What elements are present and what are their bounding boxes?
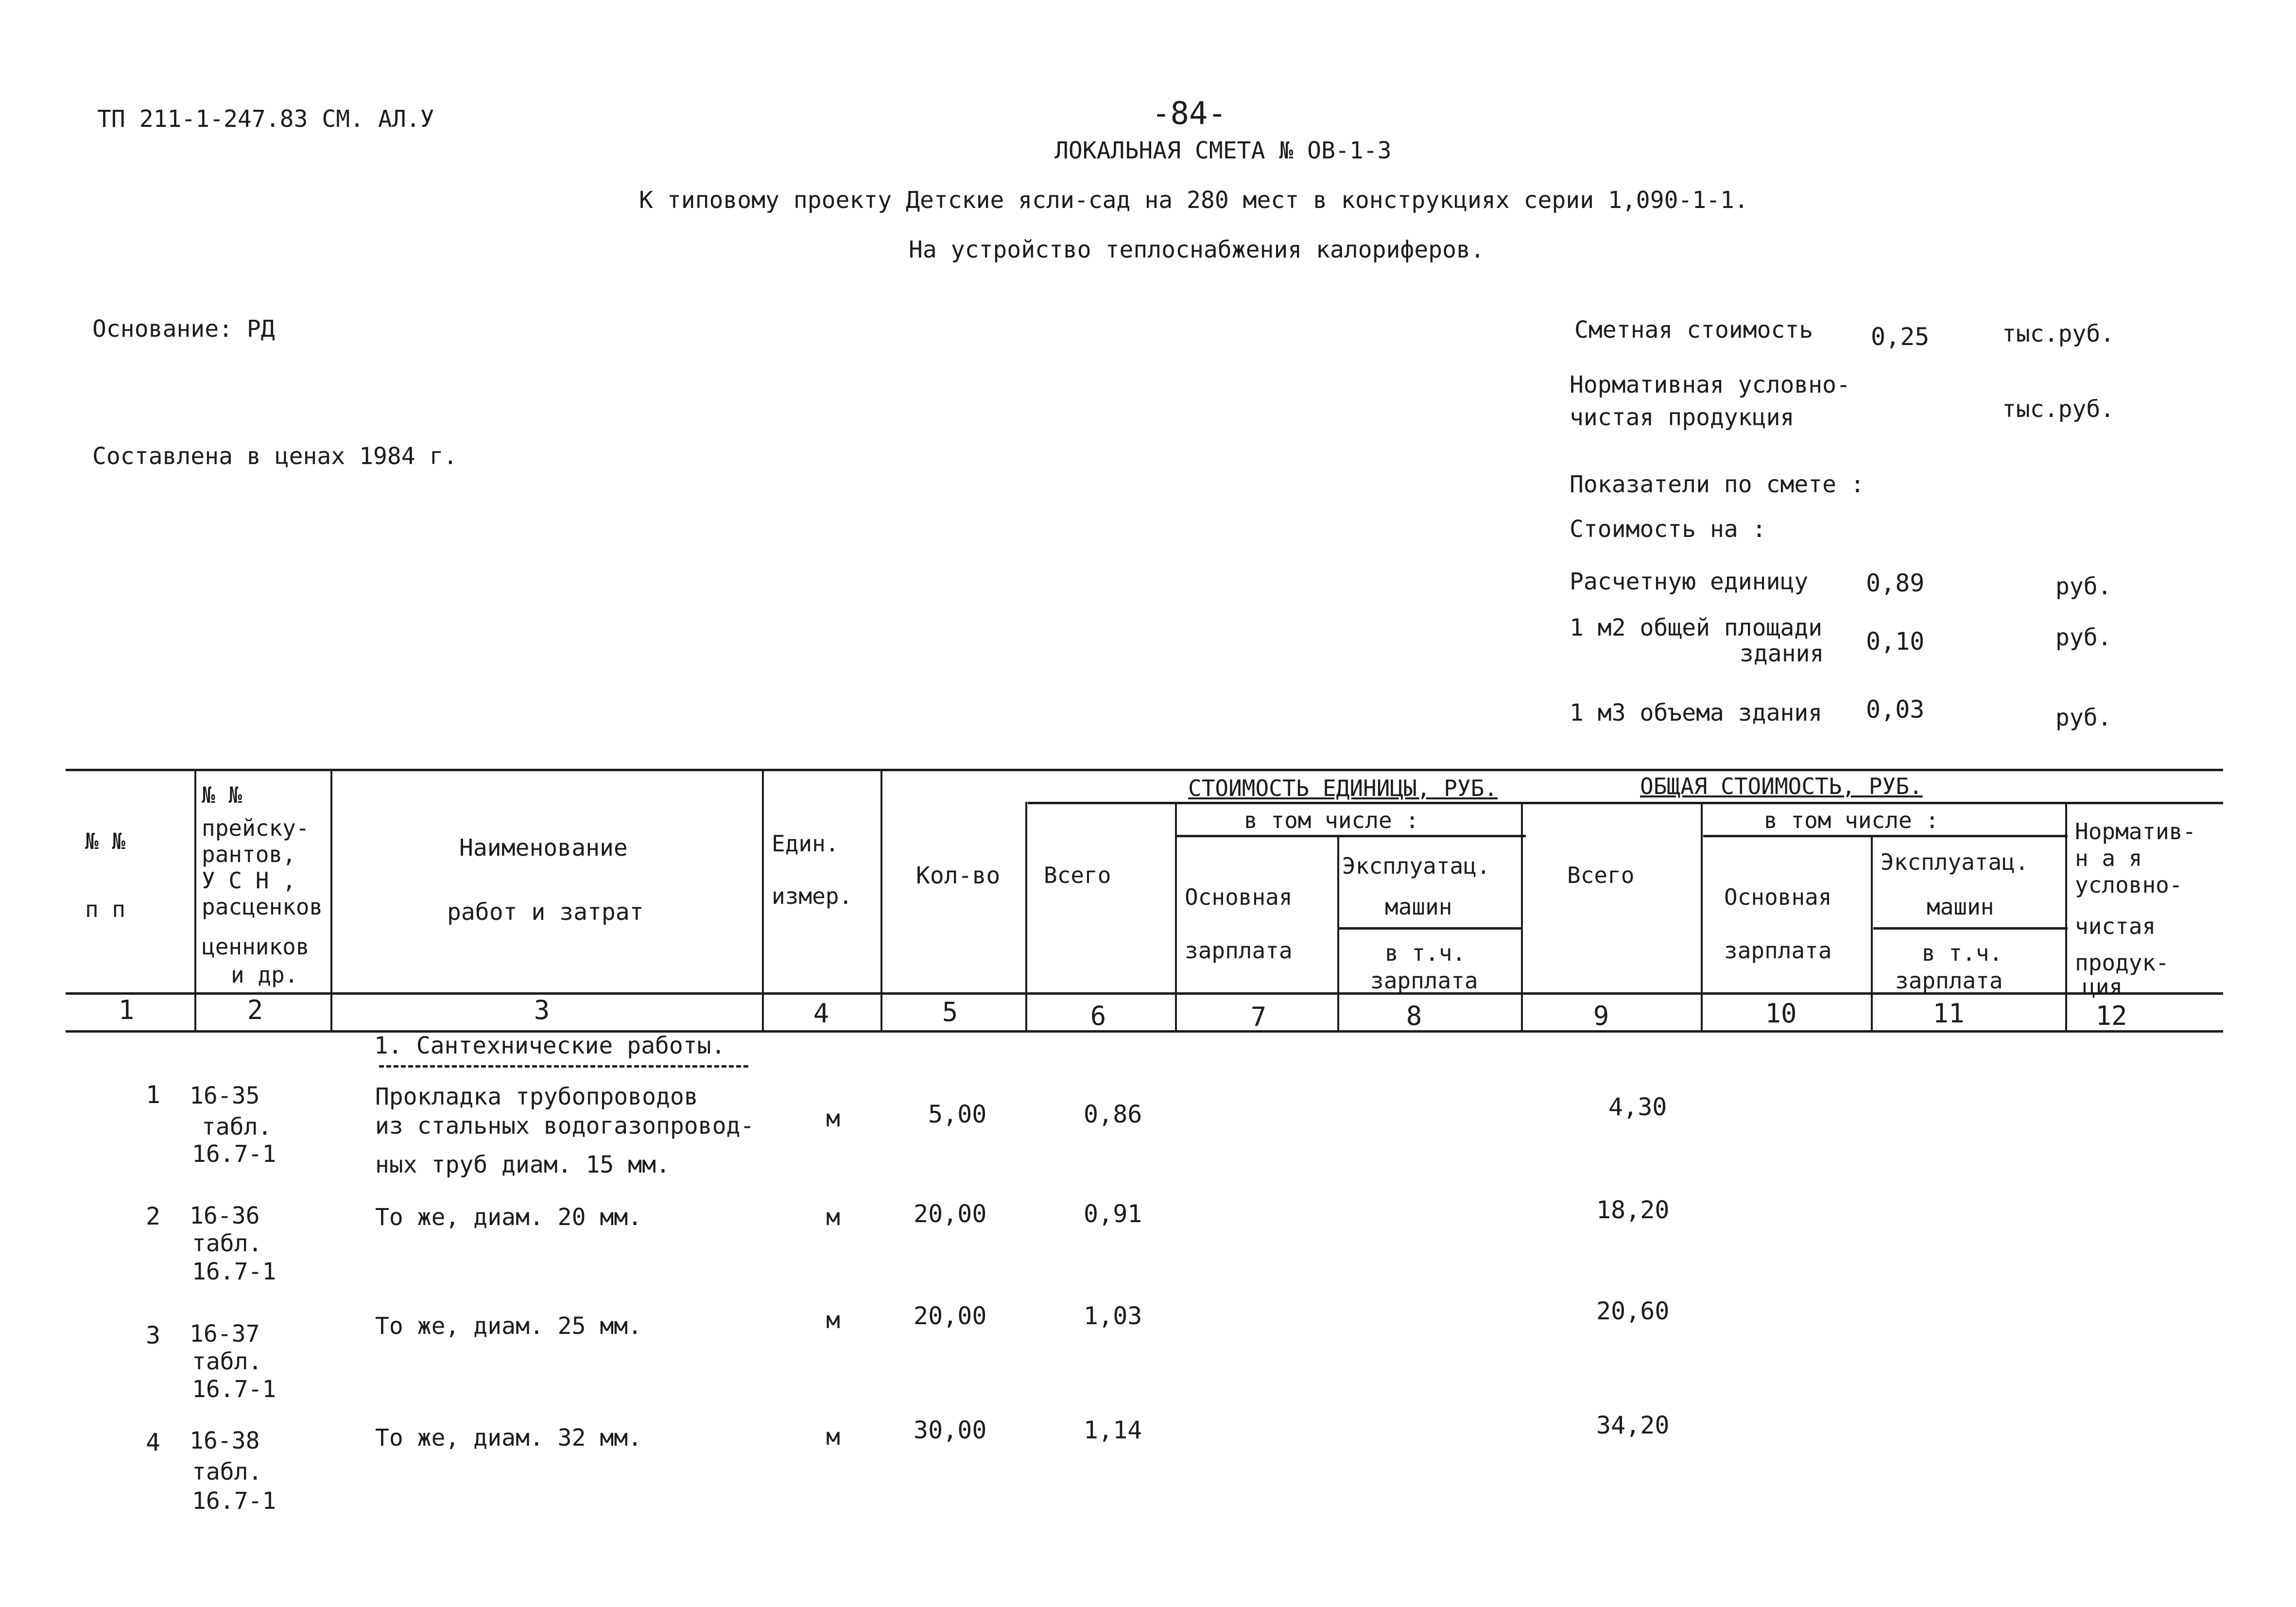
header-total-machines-a: Эксплуатац. bbox=[1881, 849, 2029, 875]
header-col5: Кол-во bbox=[916, 862, 1001, 889]
header-col2-line: ценников bbox=[202, 933, 310, 960]
table-col-divider bbox=[194, 769, 196, 1030]
header-col4-b: измер. bbox=[772, 883, 853, 909]
table-col-divider bbox=[1521, 802, 1523, 1030]
section-title: 1. Сантехнические работы. bbox=[374, 1032, 725, 1059]
indicators-label: Показатели по смете : bbox=[1570, 471, 1864, 498]
header-col2-line: рантов, bbox=[202, 841, 296, 867]
header-col2-line: У С Н , bbox=[202, 867, 296, 894]
table-col-divider bbox=[2065, 802, 2067, 1030]
header-col4-a: Един. bbox=[772, 830, 839, 857]
row-name-line: То же, диам. 32 мм. bbox=[375, 1424, 642, 1451]
row-number: 3 bbox=[146, 1321, 161, 1349]
header-unit-machines-a: Эксплуатац. bbox=[1342, 853, 1490, 879]
column-number: 5 bbox=[942, 997, 958, 1027]
row-name-line: из стальных водогазопровод- bbox=[375, 1112, 755, 1140]
row-total: 20,60 bbox=[1596, 1297, 1670, 1325]
estimated-cost-label: Сметная стоимость bbox=[1574, 316, 1813, 344]
header-including-total: в том числе : bbox=[1764, 807, 1939, 833]
prices-year-line: Составлена в ценах 1984 г. bbox=[92, 443, 458, 470]
row-code-line: 16-37 bbox=[190, 1320, 260, 1348]
per-unit-value: 0,89 bbox=[1866, 569, 1925, 597]
header-total-incl-salary-b: зарплата bbox=[1895, 968, 2003, 994]
row-number: 4 bbox=[146, 1428, 161, 1456]
document-title: ЛОКАЛЬНАЯ СМЕТА № ОВ-1-3 bbox=[1054, 137, 1392, 164]
row-name-line: ных труб диам. 15 мм. bbox=[375, 1151, 670, 1178]
row-name-line: То же, диам. 25 мм. bbox=[375, 1313, 642, 1340]
table-subheader-line-2 bbox=[1703, 835, 2068, 837]
row-code-line: табл. bbox=[202, 1113, 272, 1140]
row-name-line: Прокладка трубопроводов bbox=[375, 1083, 698, 1110]
page-number: -84- bbox=[1152, 96, 1227, 132]
cost-per-label: Стоимость на : bbox=[1570, 516, 1766, 543]
table-col-divider bbox=[880, 769, 882, 1030]
per-m2-value: 0,10 bbox=[1866, 627, 1925, 656]
header-including-unit: в том числе : bbox=[1244, 807, 1419, 833]
header-unit-total: Всего bbox=[1044, 862, 1111, 888]
column-number: 2 bbox=[247, 995, 263, 1025]
column-number: 6 bbox=[1090, 1001, 1106, 1031]
row-total: 18,20 bbox=[1596, 1196, 1670, 1224]
row-quantity: 30,00 bbox=[914, 1416, 987, 1444]
table-col-divider bbox=[762, 769, 764, 1030]
header-unit-salary-a: Основная bbox=[1185, 884, 1293, 910]
row-unit: м bbox=[826, 1423, 840, 1451]
header-col2-line: и др. bbox=[231, 962, 298, 988]
row-quantity: 20,00 bbox=[914, 1200, 987, 1228]
column-number: 12 bbox=[2095, 1001, 2127, 1031]
row-code-line: 16-36 bbox=[190, 1202, 260, 1229]
per-m3-label: 1 м3 объема здания bbox=[1570, 699, 1823, 726]
header-col12-line: ция bbox=[2082, 974, 2123, 1000]
per-unit-label: Расчетную единицу bbox=[1570, 568, 1809, 595]
estimated-cost-value: 0,25 bbox=[1871, 323, 1930, 351]
purpose-subtitle: На устройство теплоснабжения калориферов. bbox=[909, 236, 1485, 263]
basis-line: Основание: РД bbox=[92, 315, 275, 343]
row-code-line: табл. bbox=[192, 1458, 262, 1486]
row-code-line: 16.7-1 bbox=[192, 1140, 276, 1168]
header-col2-line: расценков bbox=[202, 894, 323, 920]
per-m3-unit: руб. bbox=[2055, 704, 2112, 731]
header-col2-line: № № bbox=[202, 782, 242, 808]
table-subheader-line-3 bbox=[1339, 927, 1521, 930]
row-code-line: 16-35 bbox=[190, 1082, 260, 1109]
row-unit-total: 1,14 bbox=[1084, 1416, 1142, 1444]
table-col-divider bbox=[330, 769, 332, 1030]
row-unit: м bbox=[826, 1204, 840, 1231]
table-col-divider bbox=[1337, 835, 1339, 1030]
column-number: 3 bbox=[534, 995, 550, 1025]
column-number: 10 bbox=[1765, 998, 1797, 1029]
table-top-border bbox=[66, 769, 2223, 771]
header-total-total: Всего bbox=[1567, 862, 1635, 888]
header-col12-line: условно- bbox=[2075, 872, 2183, 898]
row-unit: м bbox=[826, 1307, 840, 1334]
header-col1-b: п п bbox=[85, 896, 126, 922]
header-total-cost: ОБЩАЯ СТОИМОСТЬ, РУБ. bbox=[1640, 773, 1923, 799]
header-total-incl-salary-a: в т.ч. bbox=[1922, 940, 2003, 966]
per-unit-unit: руб. bbox=[2055, 573, 2112, 600]
header-col3-b: работ и затрат bbox=[447, 899, 644, 926]
table-header-underline bbox=[1028, 802, 2223, 804]
section-title-underline bbox=[379, 1065, 748, 1068]
header-col3-a: Наименование bbox=[459, 834, 628, 862]
table-col-divider bbox=[1871, 835, 1873, 1030]
row-code-line: 16.7-1 bbox=[192, 1487, 276, 1515]
row-total: 4,30 bbox=[1608, 1093, 1667, 1121]
header-col12-line: н а я bbox=[2075, 845, 2142, 871]
normative-unit: тыс.руб. bbox=[2002, 396, 2115, 423]
column-number: 9 bbox=[1593, 1001, 1609, 1031]
header-col1-a: № № bbox=[85, 828, 126, 854]
column-number: 11 bbox=[1933, 998, 1965, 1029]
column-number: 7 bbox=[1250, 1002, 1267, 1032]
row-code-line: табл. bbox=[192, 1230, 262, 1257]
column-number: 4 bbox=[813, 998, 829, 1029]
row-unit-total: 1,03 bbox=[1084, 1302, 1142, 1330]
header-unit-cost: СТОИМОСТЬ ЕДИНИЦЫ, РУБ. bbox=[1188, 775, 1498, 801]
row-code-line: 16-38 bbox=[190, 1427, 260, 1454]
normative-label-1: Нормативная условно- bbox=[1570, 371, 1850, 398]
header-total-salary-a: Основная bbox=[1724, 884, 1832, 910]
row-code-line: 16.7-1 bbox=[192, 1258, 276, 1285]
table-subheader-line-1 bbox=[1176, 835, 1526, 837]
header-unit-incl-salary-b: зарплата bbox=[1370, 968, 1478, 994]
row-quantity: 5,00 bbox=[928, 1100, 987, 1128]
row-number: 1 bbox=[146, 1081, 161, 1109]
header-unit-salary-b: зарплата bbox=[1185, 937, 1293, 964]
per-m2-unit: руб. bbox=[2055, 624, 2112, 651]
header-col12-line: чистая bbox=[2075, 913, 2156, 939]
row-code-line: 16.7-1 bbox=[192, 1376, 276, 1403]
document-code: ТП 211-1-247.83 СМ. АЛ.У bbox=[97, 105, 434, 133]
column-number: 1 bbox=[118, 995, 135, 1025]
row-unit: м bbox=[826, 1105, 840, 1132]
header-col12-line: Норматив- bbox=[2075, 818, 2196, 845]
header-total-salary-b: зарплата bbox=[1724, 937, 1832, 964]
table-col-divider bbox=[1701, 802, 1703, 1030]
header-unit-machines-b: машин bbox=[1385, 894, 1452, 920]
header-unit-incl-salary-a: в т.ч. bbox=[1385, 940, 1466, 966]
table-col-divider bbox=[1025, 802, 1027, 1030]
header-total-machines-b: машин bbox=[1927, 894, 1994, 920]
header-col12-line: продук- bbox=[2075, 950, 2169, 976]
row-name-line: То же, диам. 20 мм. bbox=[375, 1204, 642, 1231]
header-col2-line: прейску- bbox=[202, 815, 310, 841]
project-subtitle: К типовому проекту Детские ясли-сад на 280 мест в конструкциях серии 1,090-1-1. bbox=[639, 187, 1748, 214]
row-unit-total: 0,91 bbox=[1084, 1200, 1142, 1228]
table-col-divider bbox=[1175, 802, 1177, 1030]
per-m2-label-2: здания bbox=[1740, 640, 1824, 667]
estimated-cost-unit: тыс.руб. bbox=[2002, 320, 2115, 347]
row-code-line: табл. bbox=[192, 1348, 262, 1375]
row-total: 34,20 bbox=[1596, 1411, 1670, 1439]
row-quantity: 20,00 bbox=[914, 1302, 987, 1330]
row-unit-total: 0,86 bbox=[1084, 1100, 1142, 1128]
column-number: 8 bbox=[1406, 1001, 1422, 1031]
normative-label-2: чистая продукция bbox=[1570, 404, 1795, 431]
row-number: 2 bbox=[146, 1202, 161, 1230]
table-subheader-line-4 bbox=[1873, 927, 2068, 930]
per-m2-label-1: 1 м2 общей площади bbox=[1570, 614, 1823, 641]
per-m3-value: 0,03 bbox=[1866, 695, 1925, 724]
